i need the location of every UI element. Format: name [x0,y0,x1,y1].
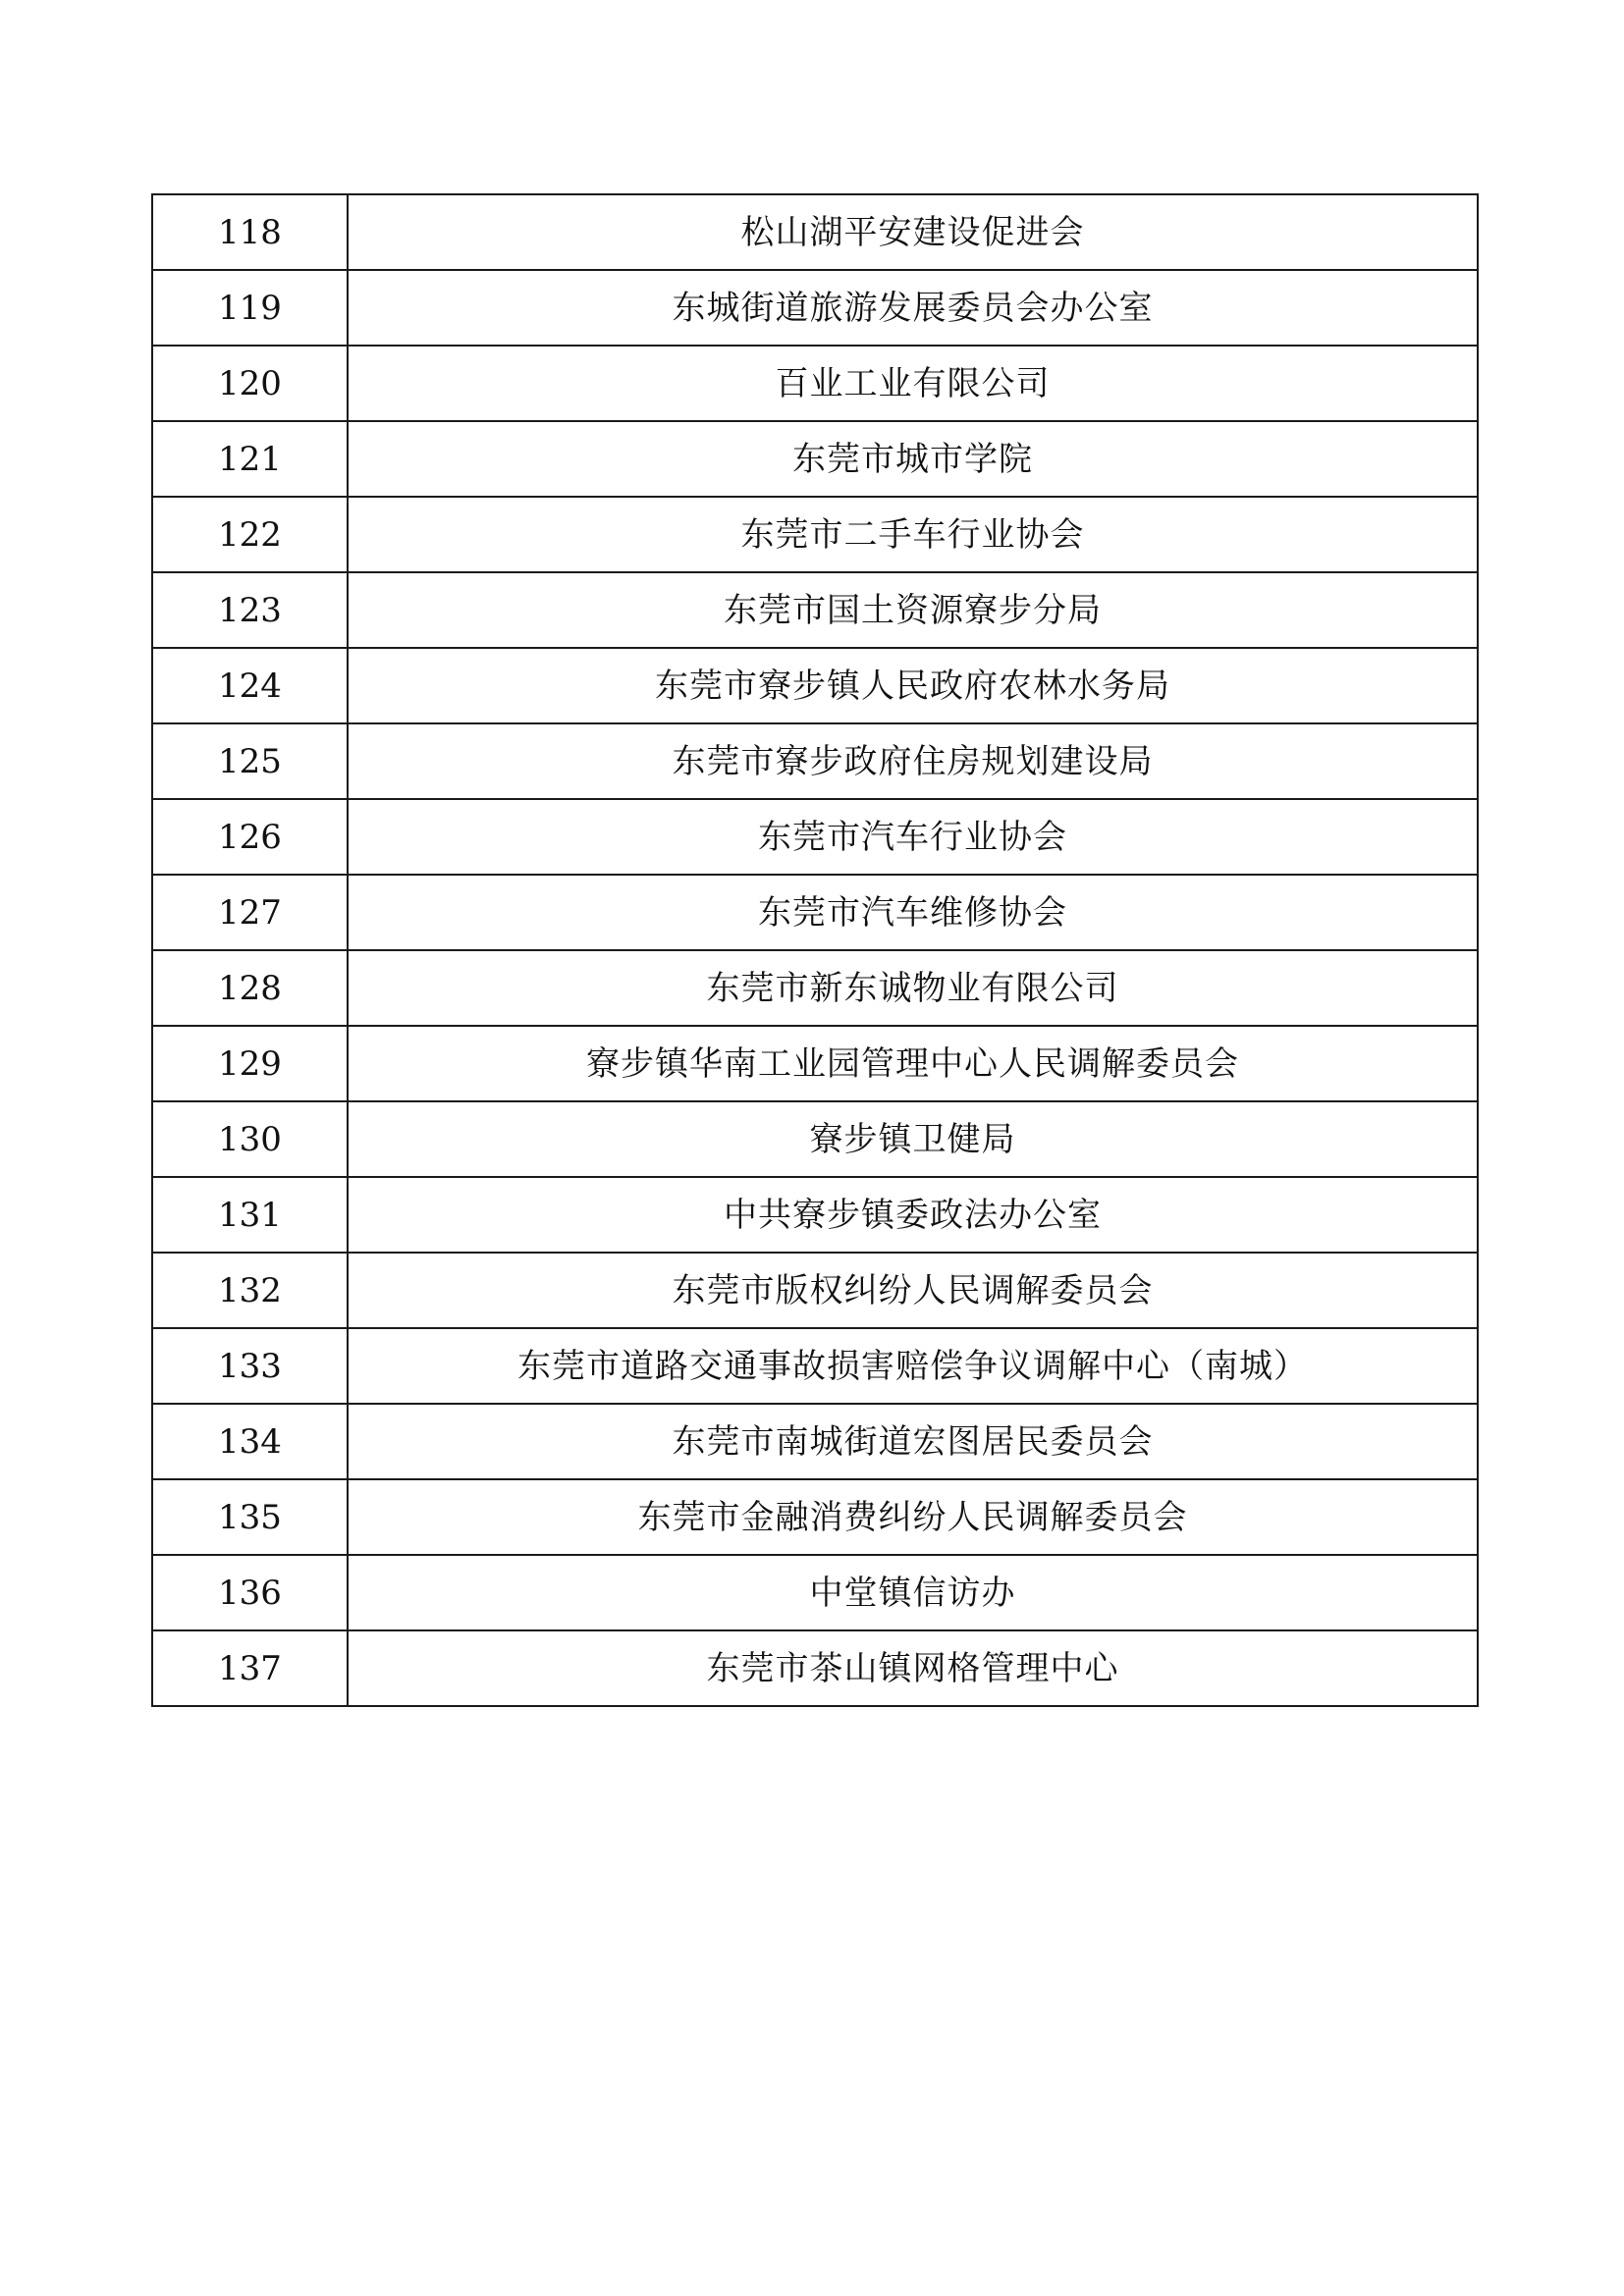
row-number: 128 [152,950,348,1026]
organization-name: 东莞市金融消费纠纷人民调解委员会 [348,1479,1478,1555]
table-row [152,194,1478,270]
organization-name: 东莞市茶山镇网格管理中心 [348,1630,1478,1706]
row-number: 134 [152,1404,348,1479]
organization-name: 中共寮步镇委政法办公室 [348,1177,1478,1253]
row-number: 137 [152,1630,348,1706]
table-row [152,572,1478,648]
table-row [152,799,1478,875]
table-row [152,1177,1478,1253]
table-row [152,875,1478,950]
organization-name: 寮步镇华南工业园管理中心人民调解委员会 [348,1026,1478,1101]
row-number: 122 [152,497,348,572]
table-row [152,270,1478,346]
row-number: 133 [152,1328,348,1404]
table-row [152,950,1478,1026]
row-number: 132 [152,1253,348,1328]
table-row [152,1479,1478,1555]
row-number: 136 [152,1555,348,1630]
table-row [152,723,1478,799]
organization-name: 东莞市南城街道宏图居民委员会 [348,1404,1478,1479]
organization-name: 百业工业有限公司 [348,346,1478,421]
table-body [152,194,1478,1706]
row-number: 130 [152,1101,348,1177]
organization-name: 寮步镇卫健局 [348,1101,1478,1177]
table-row [152,1101,1478,1177]
organization-name: 东莞市汽车行业协会 [348,799,1478,875]
table-row [152,1630,1478,1706]
row-number: 118 [152,194,348,270]
organization-name: 中堂镇信访办 [348,1555,1478,1630]
row-number: 121 [152,421,348,497]
organization-list-table [151,193,1479,1707]
organization-name: 东莞市二手车行业协会 [348,497,1478,572]
row-number: 120 [152,346,348,421]
row-number: 126 [152,799,348,875]
table-row [152,346,1478,421]
row-number: 129 [152,1026,348,1101]
table-row [152,1253,1478,1328]
organization-name: 东莞市寮步镇人民政府农林水务局 [348,648,1478,723]
row-number: 123 [152,572,348,648]
organization-name: 东莞市城市学院 [348,421,1478,497]
table-row [152,497,1478,572]
organization-name: 东莞市新东诚物业有限公司 [348,950,1478,1026]
organization-name: 东莞市寮步政府住房规划建设局 [348,723,1478,799]
row-number: 131 [152,1177,348,1253]
organization-name: 东城街道旅游发展委员会办公室 [348,270,1478,346]
row-number: 127 [152,875,348,950]
table-row [152,1555,1478,1630]
organization-name: 东莞市道路交通事故损害赔偿争议调解中心（南城） [348,1328,1478,1404]
row-number: 124 [152,648,348,723]
table-row [152,1026,1478,1101]
row-number: 135 [152,1479,348,1555]
organization-name: 松山湖平安建设促进会 [348,194,1478,270]
table-row [152,1404,1478,1479]
row-number: 119 [152,270,348,346]
organization-name: 东莞市国土资源寮步分局 [348,572,1478,648]
row-number: 125 [152,723,348,799]
organization-name: 东莞市汽车维修协会 [348,875,1478,950]
table-row [152,421,1478,497]
table-row [152,648,1478,723]
organization-name: 东莞市版权纠纷人民调解委员会 [348,1253,1478,1328]
table-row [152,1328,1478,1404]
